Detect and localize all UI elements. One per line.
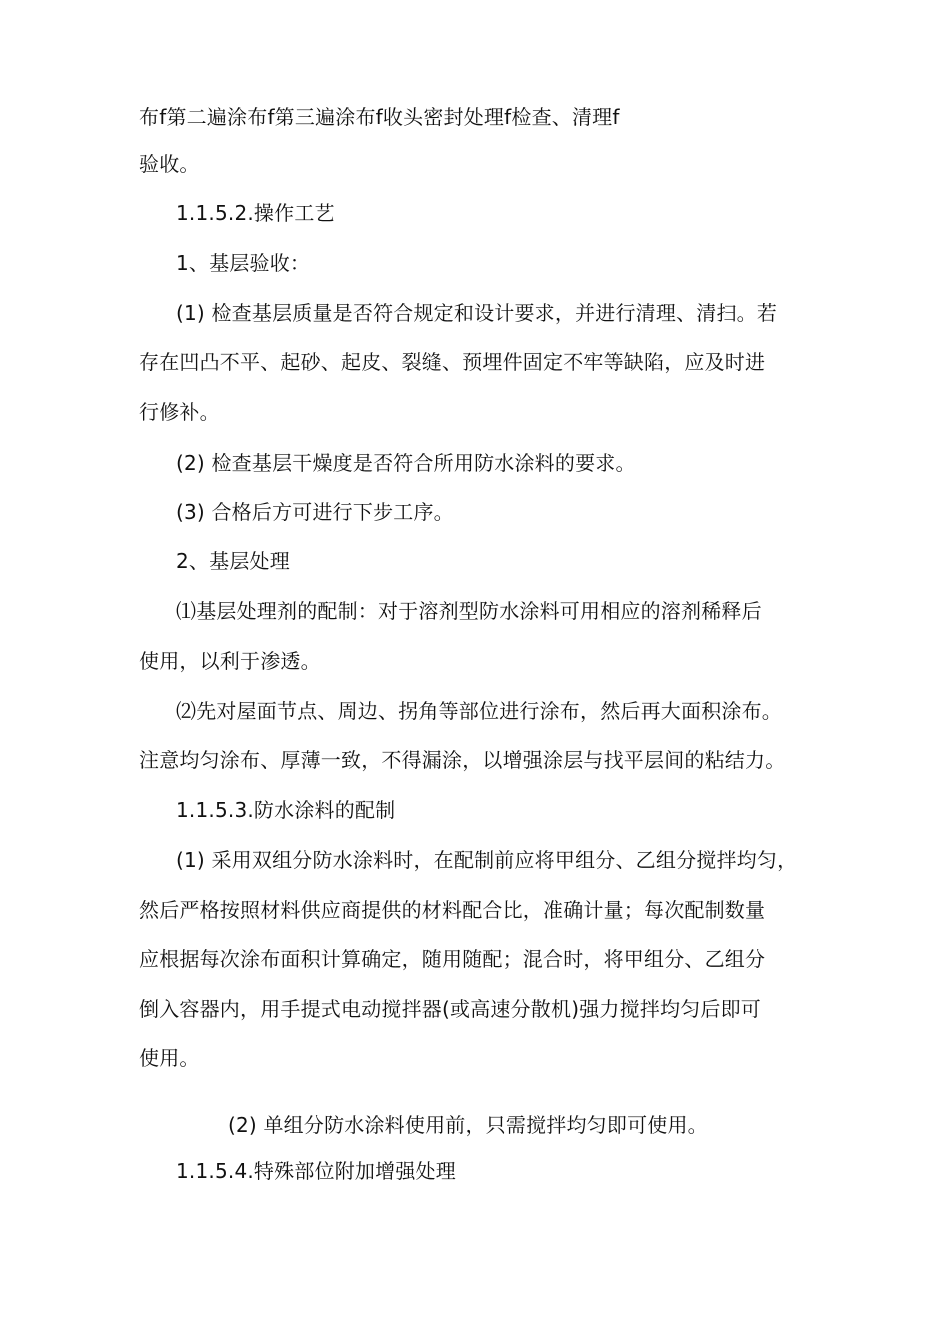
text-line: (2) 单组分防水涂料使用前，只需搅拌均匀即可使用。 <box>228 1113 708 1137</box>
text-line: 存在凹凸不平、起砂、起皮、裂缝、预埋件固定不牢等缺陷，应及时进 <box>139 350 766 374</box>
text-line: 使用。 <box>139 1046 200 1070</box>
text-line: 倒入容器内，用手提式电动搅拌器(或高速分散机)强力搅拌均匀后即可 <box>139 997 762 1021</box>
text-line: (2) 检查基层干燥度是否符合所用防水涂料的要求。 <box>176 451 636 475</box>
text-line: (1) 采用双组分防水涂料时，在配制前应将甲组分、乙组分搅拌均匀， <box>176 848 798 872</box>
text-line: 验收。 <box>139 152 200 176</box>
text-line: 注意均匀涂布、厚薄一致，不得漏涂，以增强涂层与找平层间的粘结力。 <box>139 748 786 772</box>
section-heading: 1.1.5.4.特殊部位附加增强处理 <box>176 1159 456 1183</box>
text-line: ⑴基层处理剂的配制：对于溶剂型防水涂料可用相应的溶剂稀释后 <box>176 599 762 623</box>
section-heading: 1.1.5.3.防水涂料的配制 <box>176 798 396 822</box>
text-line: 布f第二遍涂布f第三遍涂布f收头密封处理f检查、清理f <box>139 105 620 129</box>
text-line: (1) 检查基层质量是否符合规定和设计要求，并进行清理、清扫。若 <box>176 301 778 325</box>
text-line: 应根据每次涂布面积计算确定，随用随配；混合时，将甲组分、乙组分 <box>139 947 766 971</box>
text-line: (3) 合格后方可进行下步工序。 <box>176 500 454 524</box>
text-line: 行修补。 <box>139 400 220 424</box>
section-heading: 1.1.5.2.操作工艺 <box>176 201 335 225</box>
text-line: 然后严格按照材料供应商提供的材料配合比，准确计量；每次配制数量 <box>139 898 766 922</box>
text-line: 使用，以利于渗透。 <box>139 649 321 673</box>
subsection-heading: 2、基层处理 <box>176 549 290 573</box>
subsection-heading: 1、基层验收： <box>176 251 311 275</box>
text-line: ⑵先对屋面节点、周边、拐角等部位进行涂布，然后再大面积涂布。 <box>176 699 782 723</box>
